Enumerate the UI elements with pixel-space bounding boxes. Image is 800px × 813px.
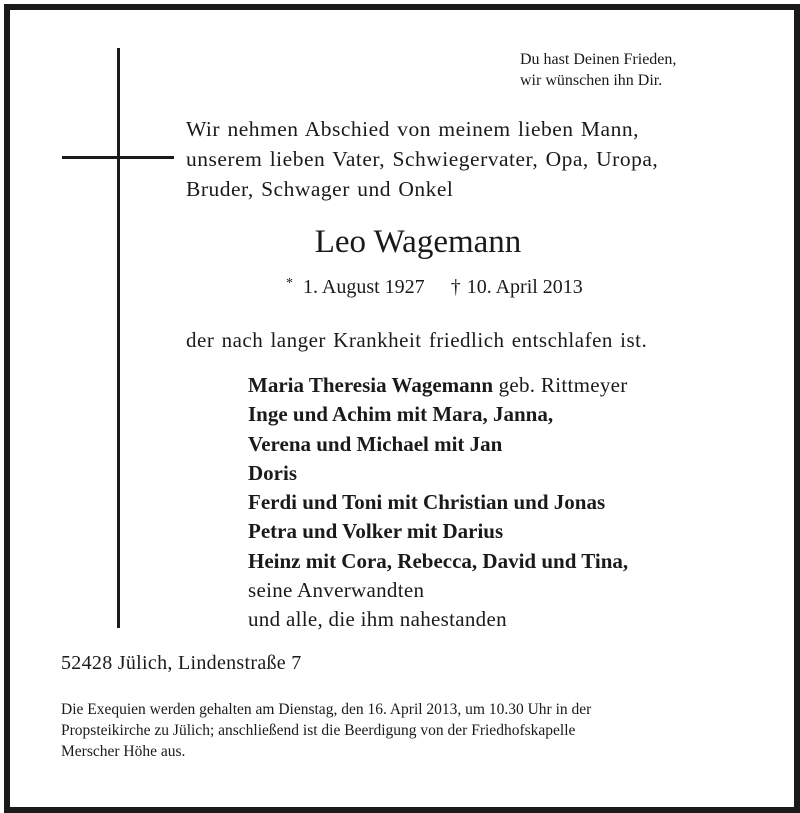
birth-star-icon: * [286,276,293,291]
mourners-list [248,371,778,635]
mourner-name: Doris [248,460,297,485]
cross-vertical-bar [117,48,120,628]
mourner-note: und alle, die ihm nahestanden [248,607,507,632]
mourner-line [248,459,778,488]
birth-date: 1. August 1927 [303,276,425,298]
mourner-line [248,517,778,546]
deceased-name: Leo Wagemann [314,224,522,260]
mourner-name: Verena und Michael mit Jan [248,431,503,456]
death-date: 10. April 2013 [466,276,583,298]
mourner-line [248,400,778,429]
mourner-line [248,371,778,400]
mourner-name: Heinz mit Cora, Rebecca, David und Tina, [248,548,629,573]
mourner-name: Inge und Achim mit Mara, Janna, [248,402,554,427]
exequien-line: Propsteikirche zu Jülich; anschließend ist die Beerdigung von der Friedhofskapelle [61,722,576,739]
motto-line: Du hast Deinen Frieden, [520,51,677,68]
motto-line: wir wünschen ihn Dir. [520,72,663,89]
cross-horizontal-bar [62,156,174,159]
intro-text [186,114,766,204]
intro-line: unserem lieben Vater, Schwiegervater, Opa, Uropa, [186,147,659,171]
intro-line: Bruder, Schwager und Onkel [186,177,454,201]
mourner-line [248,430,778,459]
death-cross-icon: † [450,276,461,298]
after-text: der nach langer Krankheit friedlich entschlafen ist. [186,328,648,352]
exequien-line: Die Exequien werden gehalten am Dienstag, den 16. April 2013, um 10.30 Uhr in der [61,701,592,718]
exequien-line: Merscher Höhe aus. [61,743,186,760]
mourner-name: Maria Theresia Wagemann [248,373,494,397]
mourner-name: Ferdi und Toni mit Christian und Jonas [248,490,606,515]
mourner-note: geb. Rittmeyer [493,373,628,397]
mourner-line [248,547,778,576]
mourner-line [248,605,778,634]
mourner-line [248,576,778,605]
mourner-note: seine Anverwandten [248,578,425,603]
exequien-text [61,699,771,762]
intro-line: Wir nehmen Abschied von meinem lieben Mann, [186,117,639,141]
mourner-line [248,488,778,517]
mourner-name: Petra und Volker mit Darius [248,519,504,544]
life-dates [286,271,583,300]
motto [520,49,770,91]
address: 52428 Jülich, Lindenstraße 7 [61,652,302,674]
